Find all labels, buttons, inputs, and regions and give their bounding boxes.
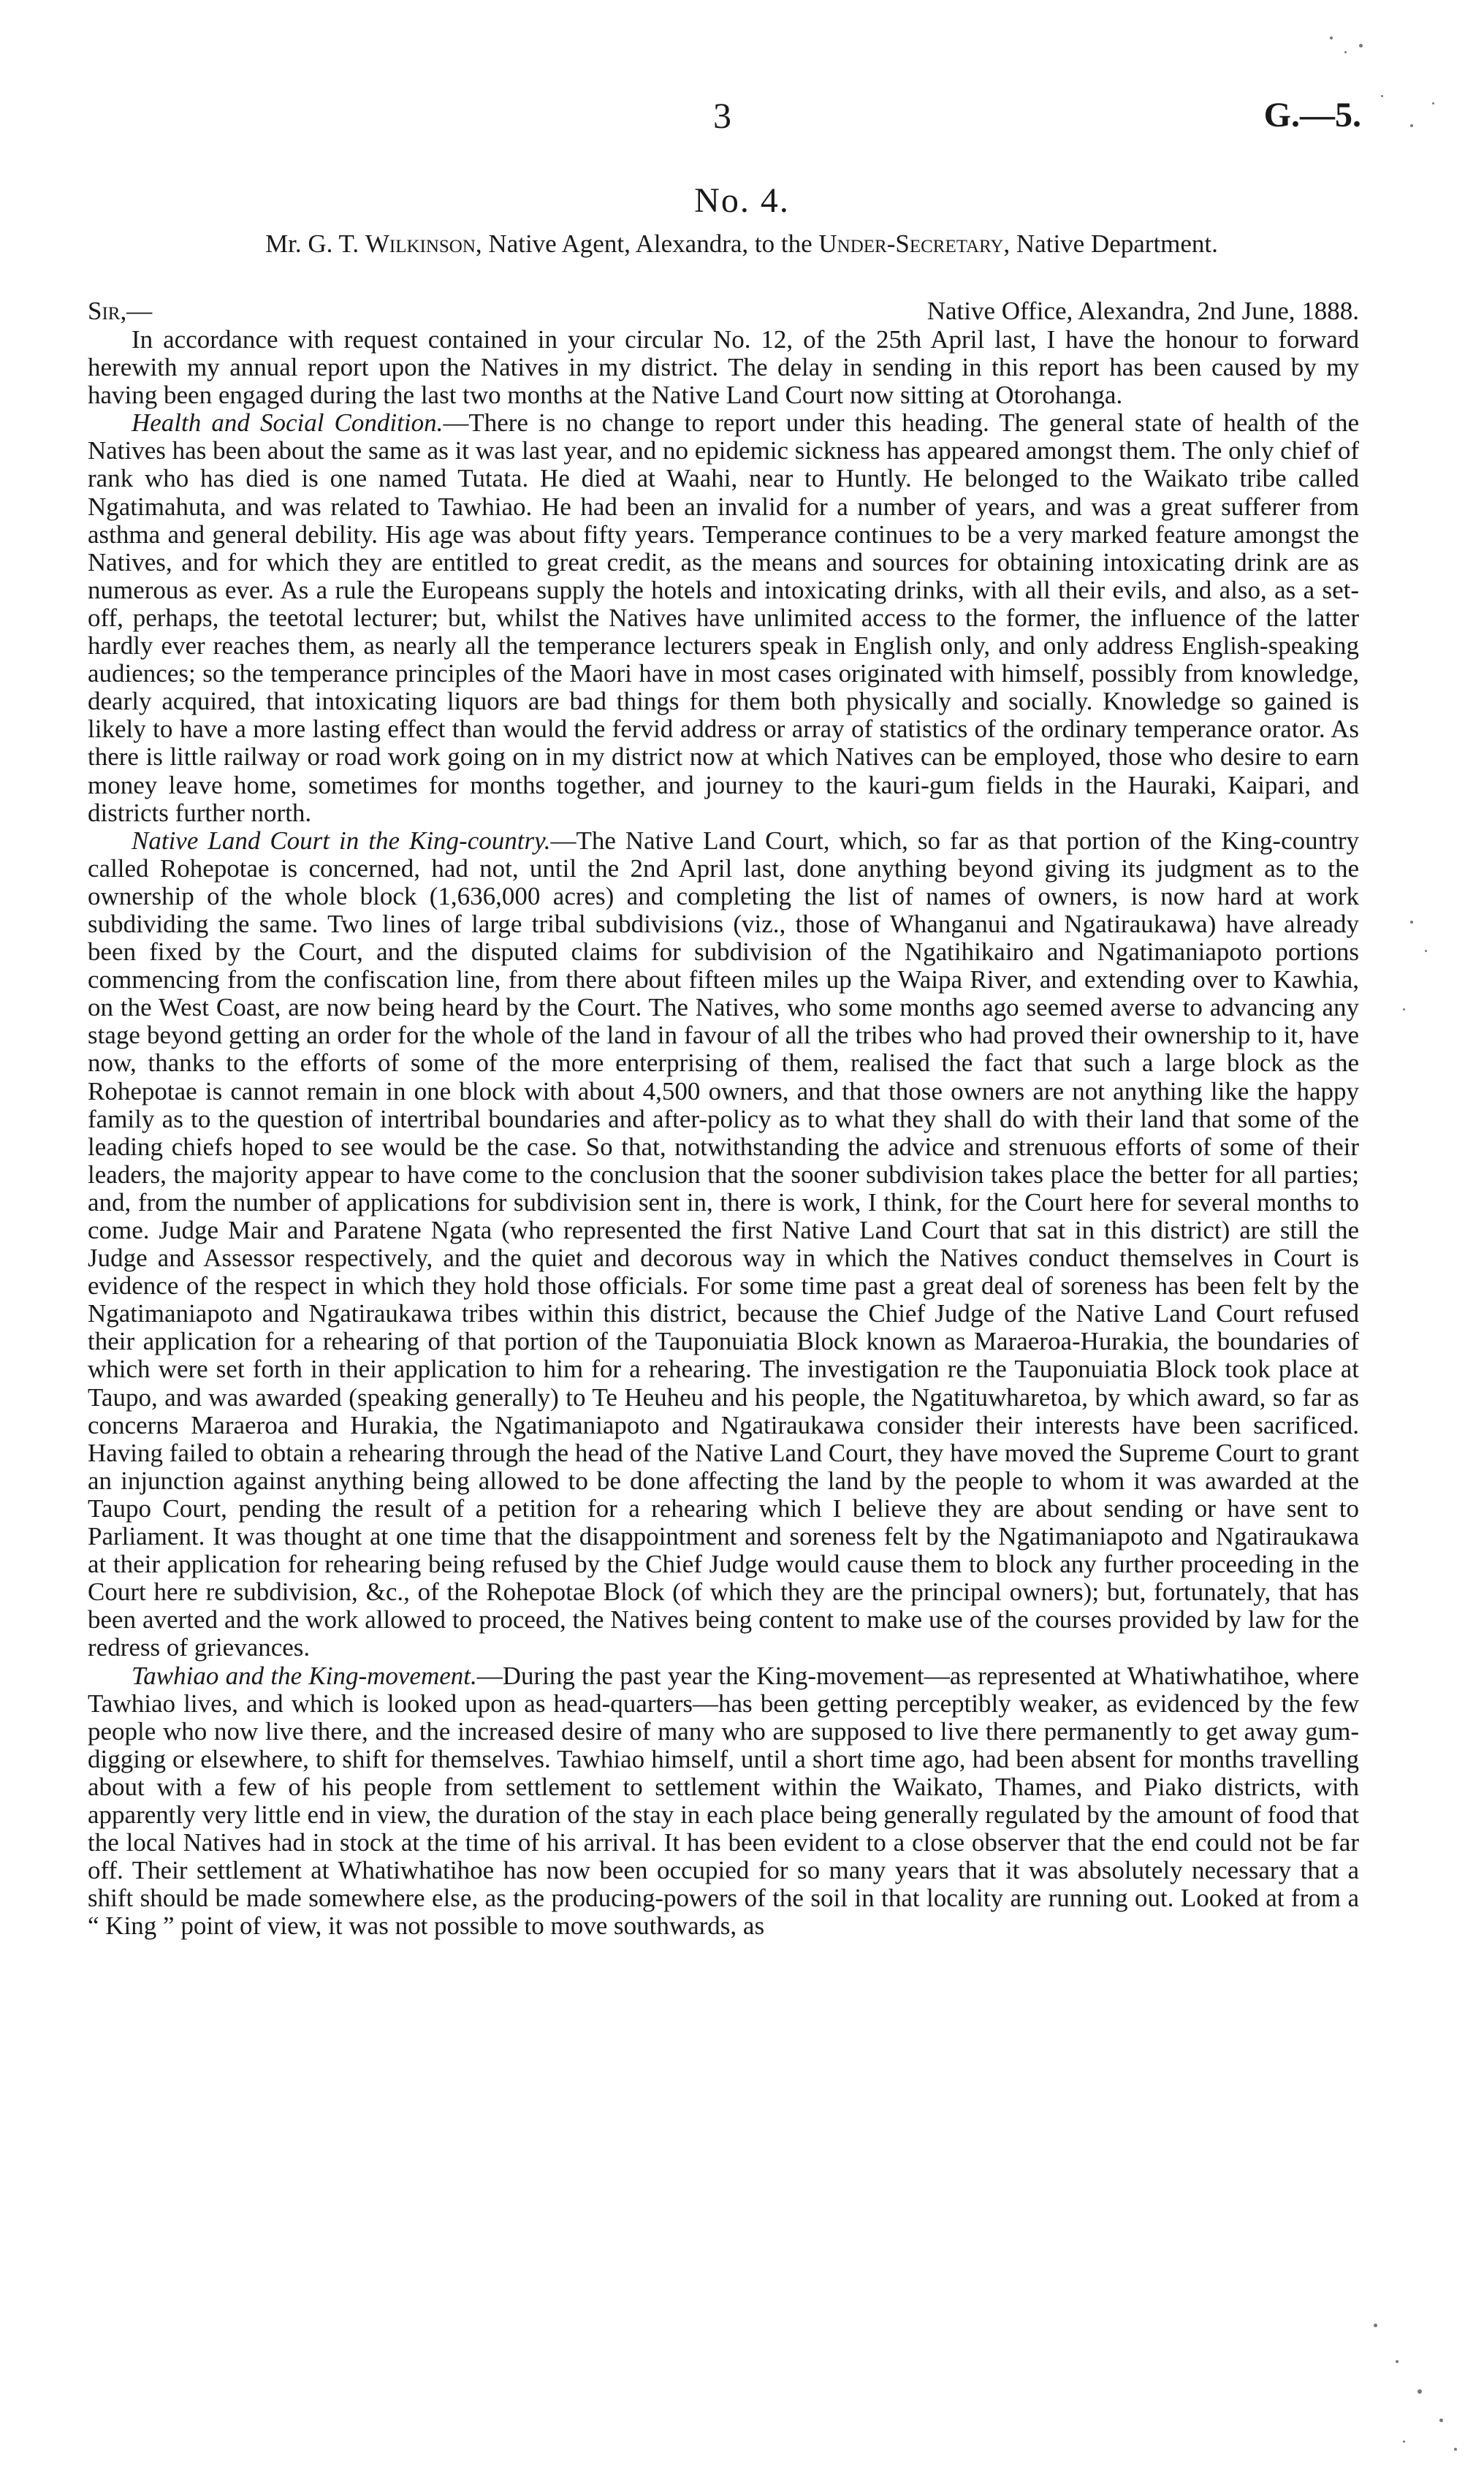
page-header xyxy=(0,94,1484,152)
letter-heading xyxy=(168,229,1315,259)
paragraph-land-court xyxy=(88,827,1359,1662)
scan-noise-bottom-right xyxy=(1359,2302,1476,2470)
recipient-title: Under-Secretary xyxy=(818,229,1004,258)
paragraph-heading: Health and Social Condition. xyxy=(132,408,444,438)
paragraph-king-movement xyxy=(88,1662,1359,1941)
author-name: Wilkinson xyxy=(365,229,476,258)
paragraph-health xyxy=(88,409,1359,826)
heading-prefix: Mr. G. T. xyxy=(265,229,365,258)
scan-noise-right-margin xyxy=(1388,906,1461,1052)
salutation: Sir,— xyxy=(88,297,153,325)
document-title: No. 4. xyxy=(694,181,790,220)
letter-body xyxy=(88,326,1359,1940)
heading-suffix: , Native Department. xyxy=(1003,229,1218,258)
paragraph-text: In accordance with request contained in your circular No. 12, of the 25th April last, I have the honour to forward herewith my annual report upon the Natives in my district. The delay in sending in this report has been caused by my having been engaged during the last two months at the Native Land Court now sitting at Otorohanga. xyxy=(88,325,1359,410)
report-code: G.—5. xyxy=(1263,96,1361,134)
paragraph-heading: Tawhiao and the King-movement. xyxy=(132,1661,477,1690)
paragraph-text: —There is no change to report under this heading. The general state of health of the Natives has been about the same as it was last year, and no epidemic sickness has appeared amongst them. The only chief of rank who has died is one named Tutata. He died at Waahi, near to Huntly. He belonged to the Waikato tribe called Ngatimahuta, and was related to Tawhiao. He had been an invalid for a number of years, and was a great sufferer from asthma and general debility. His age was about fifty years. Temperance continues to be a very marked feature amongst the Natives, and for which they are entitled to great credit, as the means and sources for obtaining intoxicating drink are as numerous as ever. As a rule the Europeans supply the hotels and intoxicating drinks, with all their evils, and also, as a set-off, perhaps, the teetotal lecturer; but, whilst the Natives have unlimited access to the former, the influence of the latter hardly ever reaches them, as nearly all the temperance lecturers speak in English only, and only address English-speaking audiences; so the temperance principles of the Maori have in most cases originated with himself, possibly from knowledge, dearly acquired, that intoxicating liquors are bad things for them both physically and socially. Knowledge so gained is likely to have a more lasting effect than would the fervid address or array of statistics of the ordinary temperance orator. As there is little railway or road work going on in my district now at which Natives can be employed, those who desire to earn money leave home, sometimes for months together, and journey to the kauri-gum fields in the Hauraki, Kaipari, and districts further north. xyxy=(88,408,1360,827)
paragraph-text: —During the past year the King-movement—as represented at Whatiwhatihoe, where Tawhiao lives, and which is looked upon as head-quarters—has been getting perceptibly weaker, as evidenced by the few people who now live there, and the increased desire of many who are supposed to live there permanently to get away gum-digging or elsewhere, to shift for themselves. Tawhiao himself, until a short time ago, had been absent for months travelling about with a few of his people from settlement to settlement within the Waikato, Thames, and Piako districts, with apparently very little end in view, the duration of the stay in each place being generally regulated by the amount of food that the local Natives had in stock at the time of his arrival. It has been evident to a close observer that the end could not be far off. Their settlement at Whatiwhatihoe has now been occupied for so many years that it was absolutely necessary that a shift should be made somewhere else, as the producing-powers of the soil in that locality are running out. Looked at from a “ King ” point of view, it was not possible to move southwards, as xyxy=(88,1661,1359,1941)
salutation-row xyxy=(88,297,1359,326)
heading-middle: , Native Agent, Alexandra, to the xyxy=(475,229,819,258)
page-number: 3 xyxy=(713,95,731,136)
paragraph-intro xyxy=(88,326,1359,409)
paragraph-heading: Native Land Court in the King-country. xyxy=(132,826,551,855)
dateline: Native Office, Alexandra, 2nd June, 1888. xyxy=(926,297,1359,325)
paragraph-text: —The Native Land Court, which, so far as that portion of the King-country called Rohepotae is concerned, had not, until the 2nd April last, done anything beyond giving its judgment as to the ownership of the whole block (1,636,000 acres) and completing the list of names of owners, is now hard at work subdividing the same. Two lines of large tribal subdivisions (viz., those of Whanganui and Ngatiraukawa) have already been fixed by the Court, and the disputed claims for subdivision of the Ngatihikairo and Ngatimaniapoto portions commencing from the confiscation line, from there about fifteen miles up the Waipa River, and extending over to Kawhia, on the West Coast, are now being heard by the Court. The Natives, who some months ago seemed averse to advancing any stage beyond getting an order for the whole of the land in favour of all the tribes who had proved their ownership to it, have now, thanks to the efforts of some of the more enterprising of them, realised the fact that such a large block as the Rohepotae is cannot remain in one block with about 4,500 owners, and that those owners are not anything like the happy family as to the question of intertribal boundaries and after-policy as to what they shall do with their land that some of the leading chiefs hoped to see would be the case. So that, notwithstanding the advice and strenuous efforts of some of their leaders, the majority appear to have come to the conclusion that the sooner subdivision takes place the better for all parties; and, from the number of applications for subdivision sent in, there is work, I think, for the Court here for several months to come. Judge Mair and Paratene Ngata (who represented the first Native Land Court that sat in this district) are still the Judge and Assessor respectively, and the quiet and decorous way in which the Natives conduct themselves in Court is evidence of the respect in which they hold those officials. For some time past a great deal of soreness has been felt by the Ngatimaniapoto and Ngatiraukawa tribes within this district, because the Chief Judge of the Native Land Court refused their application for a rehearing of that portion of the Tauponuiatia Block known as Maraeroa-Hurakia, the boundaries of which were set forth in their application to him for a rehearing. The investigation re the Tauponuiatia Block took place at Taupo, and was awarded (speaking generally) to Te Heuheu and his people, the Ngatituwharetoa, by which award, so far as concerns Maraeroa and Hurakia, the Ngatimaniapoto and Ngatiraukawa consider their interests have been sacrificed. Having failed to obtain a rehearing through the head of the Native Land Court, they have moved the Supreme Court to grant an injunction against anything being allowed to be done affecting the land by the people to whom it was awarded at the Taupo Court, pending the result of a petition for a rehearing which I believe they are about sending or have sent to Parliament. It was thought at one time that the disappointment and soreness felt by the Ngatimaniapoto and Ngatiraukawa at their application for rehearing being refused by the Chief Judge would cause them to block any further proceeding in the Court here re subdivision, &c., of the Rohepotae Block (of which they are the principal owners); but, fortunately, that has been averted and the work allowed to proceed, the Natives being content to make use of the courses provided by law for the redress of grievances. xyxy=(88,826,1359,1662)
